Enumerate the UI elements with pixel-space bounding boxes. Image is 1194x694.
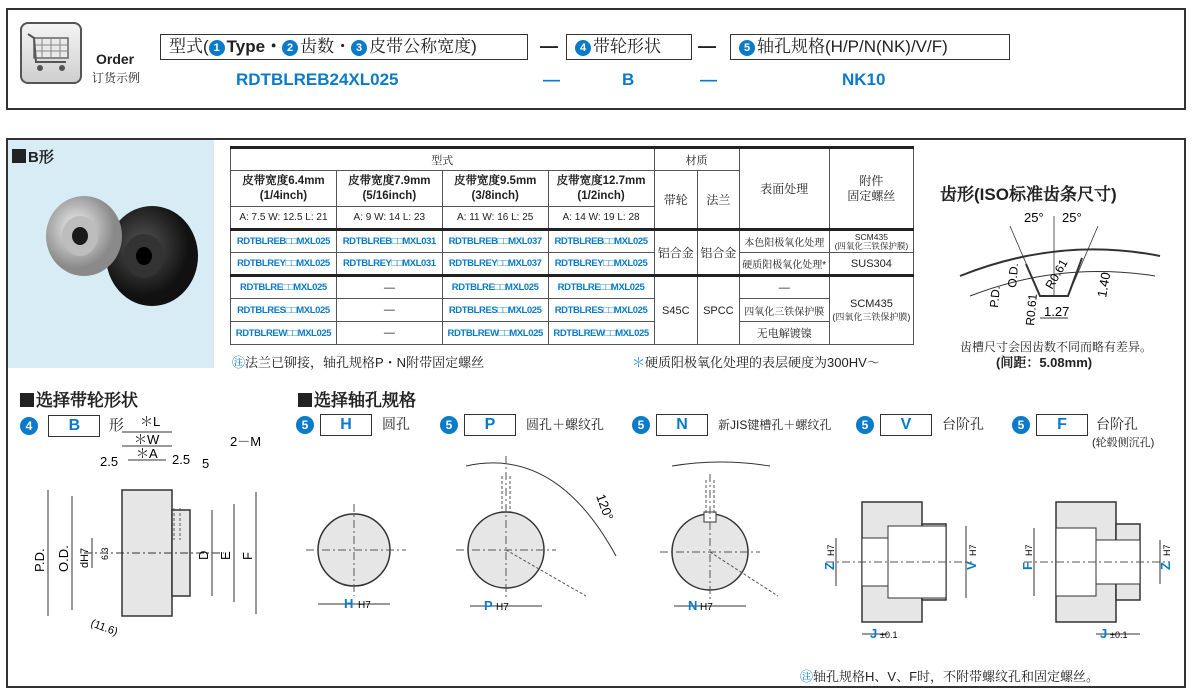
tooth-dim-140: 1.40 [1094, 270, 1114, 299]
table-cell: RDTBLREW□□MXL025 [442, 322, 548, 345]
order-shape-box [566, 34, 692, 60]
table-cell: RDTBLREB□□MXL025 [548, 230, 654, 253]
width-header-1: 皮带宽度6.4mm (1/4inch) [231, 171, 337, 207]
table-cell: RDTBLREB□□MXL025 [231, 230, 337, 253]
shape-code-b: B [48, 415, 100, 437]
dim-n-h7: H7 [700, 602, 713, 613]
table-cell: RDTBLRE□□MXL025 [231, 276, 337, 299]
num-badge-4: 4 [575, 40, 591, 56]
dim-120: 120° [593, 491, 617, 523]
order-type-box [160, 34, 528, 60]
dim-m: 2－M [230, 434, 262, 449]
pulley-material-al: 铝合金 [654, 230, 698, 276]
product-photo-panel [8, 140, 214, 368]
type-prefix: 型式( [169, 37, 209, 56]
tooth-note-1: 齿槽尺寸会因齿数不同而略有差异。 [960, 340, 1153, 354]
bore-option-p[interactable]: 5 P 圆孔＋螺纹孔 [440, 414, 604, 436]
dims-3: A: 11 W: 16 L: 25 [442, 207, 548, 230]
dim-v: V [964, 561, 979, 570]
num-badge-3: 3 [351, 40, 367, 56]
order-value-bore: NK10 [842, 70, 886, 89]
shopping-cart-icon [20, 22, 82, 84]
table-cell: RDTBLREB□□MXL031 [336, 230, 442, 253]
tooth-note-2: (间距：5.08mm) [996, 355, 1093, 370]
surface-cell: 无电解镀镍 [739, 322, 829, 345]
bore-spec-title: 选择轴孔规格 [298, 386, 416, 411]
dim-z: Z [822, 562, 837, 570]
dim-f-bore: F [1020, 562, 1035, 570]
material-header: 材质 [654, 148, 739, 171]
dim-p-h7: H7 [496, 602, 509, 613]
accessory-scm435: SCM435 (四氧化三铁保护膜) [829, 276, 913, 345]
tooth-dim-127: 1.27 [1044, 304, 1070, 319]
dim-tol-f: ±0.1 [1110, 630, 1128, 640]
dim-p: P [484, 598, 493, 613]
order-value-type: RDTBLREB24XL025 [236, 70, 399, 89]
dim-z-h7: H7 [826, 544, 836, 556]
order-title-en: Order [96, 51, 135, 67]
dim-5: 5 [202, 456, 210, 471]
table-cell: RDTBLRE□□MXL025 [548, 276, 654, 299]
dim-od: O.D. [56, 545, 71, 572]
dim-f: F [240, 552, 255, 560]
tooth-od: O.D. [1005, 262, 1022, 289]
spec-table [230, 146, 914, 345]
dim-h7: H7 [358, 600, 371, 611]
pulley-material-s45c: S45C [654, 276, 698, 345]
order-value-dash-1: — [543, 70, 560, 89]
bore-option-h[interactable]: 5 H 圆孔 [296, 414, 410, 436]
table-cell: RDTBLREW□□MXL025 [231, 322, 337, 345]
dim-j-f: J [1100, 626, 1108, 641]
dim-n: N [688, 598, 698, 613]
bore-option-f-sub: (轮毂侧沉孔) [1092, 437, 1155, 449]
table-cell: RDTBLREY□□MXL025 [548, 253, 654, 276]
surface-cell: — [739, 276, 829, 299]
table-note-right: ＊硬质阳极氧化处理的表层硬度为300HV～ [632, 355, 880, 370]
type-header: 型式 [231, 148, 655, 171]
table-cell: RDTBLRES□□MXL025 [548, 299, 654, 322]
bore-h-drawing [306, 500, 416, 620]
num-badge-2: 2 [282, 40, 298, 56]
bore-option-n[interactable]: 5 N 新JIS键槽孔＋螺纹孔 [632, 414, 831, 436]
b-shape-label: B形 [28, 149, 54, 166]
dims-4: A: 14 W: 19 L: 28 [548, 207, 654, 230]
num-badge-1: 1 [209, 40, 225, 56]
tooth-profile-diagram [940, 206, 1180, 336]
dims-2: A: 9 W: 14 L: 23 [336, 207, 442, 230]
dim-h: H [344, 596, 354, 611]
table-cell: RDTBLREW□□MXL025 [548, 322, 654, 345]
teeth-label: 齿数・ [300, 37, 352, 56]
table-cell: RDTBLRES□□MXL025 [231, 299, 337, 322]
footer-note: ㊟轴孔规格H、V、F时，不附带螺纹孔和固定螺丝。 [800, 669, 1100, 684]
num-badge-5: 5 [739, 40, 755, 56]
separator-2: — [698, 36, 716, 56]
width-header-4: 皮带宽度12.7mm (1/2inch) [548, 171, 654, 207]
surface-cell: 硬质阳极氧化处理* [739, 253, 829, 276]
dim-d: D [196, 550, 211, 560]
accessory-scm435-oxide: SCM435 (四氧化三铁保护膜) [829, 230, 913, 253]
dim-j-v: J [870, 626, 878, 641]
table-cell: — [336, 299, 442, 322]
pulley-shape-title: 选择带轮形状 [20, 386, 138, 411]
dim-tol-v: ±0.1 [880, 630, 898, 640]
dims-1: A: 7.5 W: 12.5 L: 21 [231, 207, 337, 230]
pulley-photo-image [32, 184, 212, 314]
shape-suffix: 形 [108, 417, 124, 434]
tooth-angle-1: 25° [1024, 210, 1044, 225]
order-bore-box [730, 34, 1010, 60]
tooth-angle-2: 25° [1062, 210, 1082, 225]
pulley-material-header: 带轮 [654, 171, 698, 230]
tooth-profile-title: 齿形(ISO标准齿条尺寸) [940, 185, 1117, 204]
order-value-dash-2: — [700, 70, 717, 89]
table-cell: RDTBLREY□□MXL031 [336, 253, 442, 276]
bore-option-v[interactable]: 5 V 台阶孔 [856, 414, 984, 436]
dim-11-6: (11.6) [88, 617, 120, 639]
dim-z-f: Z [1158, 562, 1173, 570]
pulley-b-drawing [24, 412, 284, 652]
shape-label: 带轮形状 [593, 37, 661, 56]
num-badge-4: 4 [20, 417, 38, 435]
dim-e: E [218, 551, 233, 560]
dim-f-h7: H7 [1024, 544, 1034, 556]
dim-v-h7: H7 [968, 544, 978, 556]
separator-1: — [540, 36, 558, 56]
bore-n-drawing [660, 460, 790, 630]
dim-2-5-left: 2.5 [100, 454, 119, 469]
bore-v-drawing [822, 484, 992, 644]
table-cell: — [336, 322, 442, 345]
width-header-2: 皮带宽度7.9mm (5/16inch) [336, 171, 442, 207]
type-label: Type・ [226, 37, 283, 56]
dim-pd: P.D. [32, 548, 47, 572]
width-header-3: 皮带宽度9.5mm (3/8inch) [442, 171, 548, 207]
dim-dh7: dH7 [79, 547, 91, 568]
flange-material-spcc: SPCC [698, 276, 740, 345]
dim-6-3: 6.3 [100, 547, 110, 560]
bore-f-drawing [1020, 484, 1180, 644]
b-shape-title [12, 146, 54, 167]
order-title-cn: 订货示例 [92, 71, 141, 85]
table-note-left: ㊟法兰已铆接，轴孔规格P・N附带固定螺丝 [232, 355, 485, 370]
tooth-pd: P.D. [987, 285, 1003, 309]
dim-w: ＊W [134, 432, 160, 447]
dim-zf-h7: H7 [1162, 544, 1172, 556]
table-cell: RDTBLREY□□MXL025 [231, 253, 337, 276]
surface-cell: 四氧化三铁保护膜 [739, 299, 829, 322]
table-cell: — [336, 276, 442, 299]
belt-width-label: 皮带公称宽度) [369, 37, 477, 56]
dim-l: ＊L [140, 414, 161, 429]
bore-label: 轴孔规格(H/P/N(NK)/V/F) [757, 37, 948, 56]
order-value-shape: B [622, 70, 635, 89]
surface-cell: 本色阳极氧化处理 [739, 230, 829, 253]
accessory-header: 附件 固定螺丝 [829, 148, 913, 230]
table-cell: RDTBLRE□□MXL025 [442, 276, 548, 299]
table-cell: RDTBLRES□□MXL025 [442, 299, 548, 322]
surface-header: 表面处理 [739, 148, 829, 230]
dim-a: ＊A [136, 446, 158, 461]
dim-2-5-right: 2.5 [172, 452, 191, 467]
accessory-sus304: SUS304 [829, 253, 913, 276]
table-cell: RDTBLREY□□MXL037 [442, 253, 548, 276]
flange-material-header: 法兰 [698, 171, 740, 230]
bore-option-f[interactable]: 5 F 台阶孔 [1012, 414, 1138, 436]
tooth-radius-top: R0.61 [1042, 256, 1071, 292]
bore-p-drawing [446, 446, 626, 626]
flange-material-al: 铝合金 [698, 230, 740, 276]
tooth-radius-bottom: R0.61 [1023, 293, 1040, 327]
note-icon: ㊟ [232, 355, 246, 370]
table-cell: RDTBLREB□□MXL037 [442, 230, 548, 253]
